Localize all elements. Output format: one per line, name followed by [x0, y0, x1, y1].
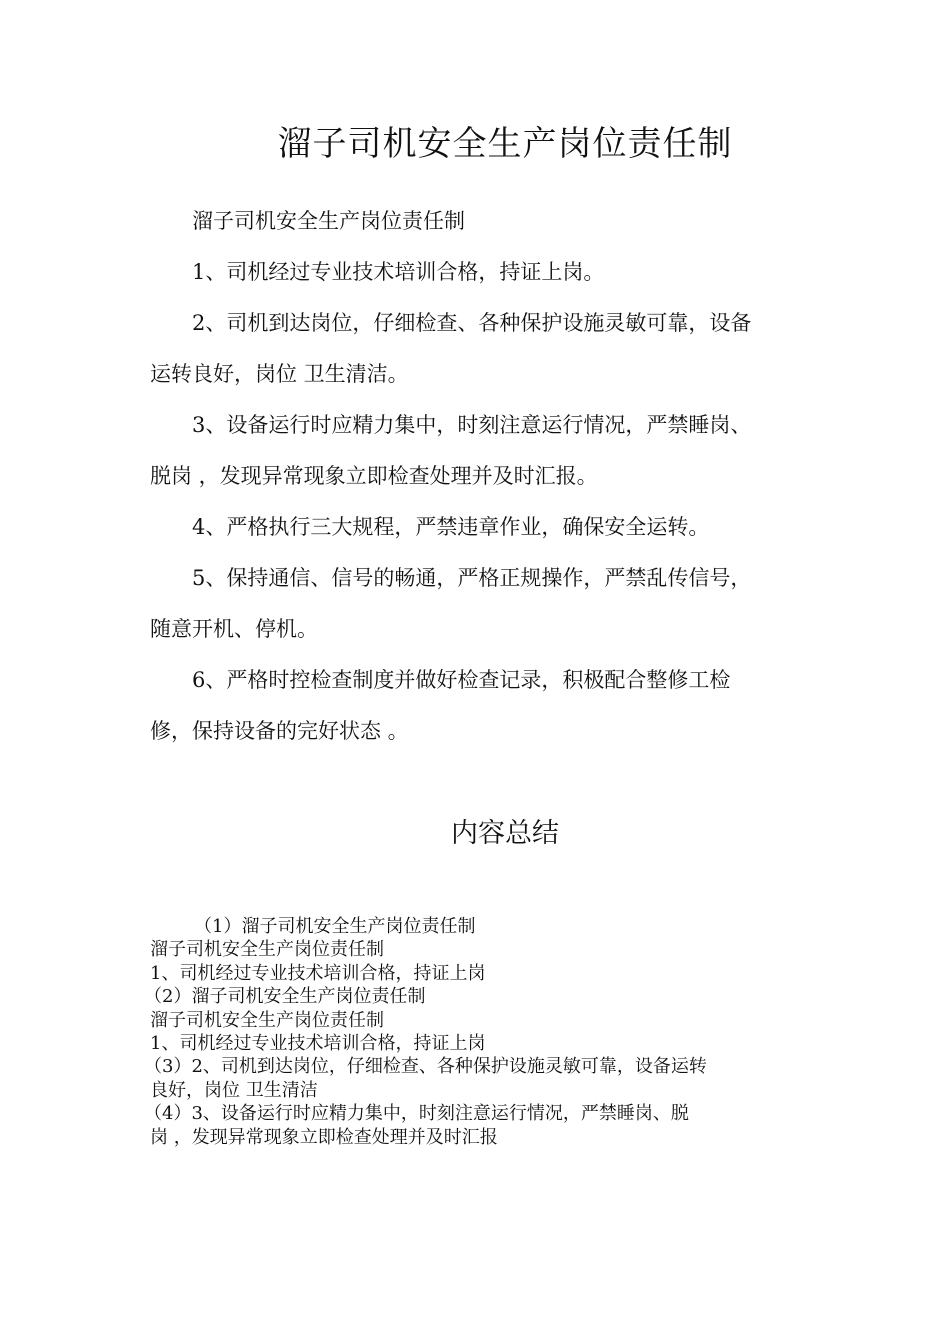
summary-line-1: （1）溜子司机安全生产岗位责任制	[194, 916, 476, 937]
summary-line-6: 1、司机经过专业技术培训合格，持证上岗	[150, 1033, 486, 1055]
paragraph-item-3-line-1: 3、设备运行时应精力集中，时刻注意运行情况，严禁睡岗、	[192, 413, 752, 437]
paragraph-item-5-line-2: 随意开机、停机。	[150, 617, 318, 641]
paragraph-item-6-line-2: 修，保持设备的完好状态 。	[150, 719, 409, 743]
paragraph-item-3-line-2: 脱岗 ，发现异常现象立即检查处理并及时汇报。	[150, 464, 598, 488]
summary-line-3: 1、司机经过专业技术培训合格，持证上岗	[150, 962, 486, 984]
paragraph-item-5-line-1: 5、保持通信、信号的畅通，严格正规操作，严禁乱传信号，	[192, 566, 752, 590]
paragraph-heading: 溜子司机安全生产岗位责任制	[192, 209, 465, 233]
summary-line-5: 溜子司机安全生产岗位责任制	[150, 1009, 384, 1031]
paragraph-item-2-line-1: 2、司机到达岗位，仔细检查、各种保护设施灵敏可靠，设备	[192, 311, 752, 335]
summary-title: 内容总结	[451, 818, 559, 849]
summary-line-10: 岗 ，发现异常现象立即检查处理并及时汇报	[150, 1126, 498, 1148]
summary-line-8: 良好，岗位 卫生清洁	[150, 1079, 318, 1101]
paragraph-item-4: 4、严格执行三大规程，严禁违章作业，确保安全运转。	[192, 515, 710, 539]
summary-section	[144, 915, 800, 1149]
summary-line-2: 溜子司机安全生产岗位责任制	[150, 939, 384, 961]
paragraph-item-2-line-2: 运转良好，岗位 卫生清洁。	[150, 362, 409, 386]
document-title: 溜子司机安全生产岗位责任制	[277, 124, 733, 164]
document-body	[150, 196, 800, 757]
summary-line-9: （4）3、设备运行时应精力集中，时刻注意运行情况，严禁睡岗、脱	[144, 1103, 689, 1125]
summary-line-7: （3）2、司机到达岗位，仔细检查、各种保护设施灵敏可靠，设备运转	[144, 1056, 707, 1078]
paragraph-item-1: 1、司机经过专业技术培训合格，持证上岗。	[192, 260, 605, 284]
summary-line-4: （2）溜子司机安全生产岗位责任制	[144, 986, 426, 1008]
paragraph-item-3	[150, 400, 800, 502]
paragraph-item-6-line-1: 6、严格时控检查制度并做好检查记录，积极配合整修工检	[192, 668, 731, 692]
paragraph-item-2	[150, 298, 800, 400]
paragraph-item-5	[150, 553, 800, 655]
paragraph-item-6	[150, 655, 800, 757]
